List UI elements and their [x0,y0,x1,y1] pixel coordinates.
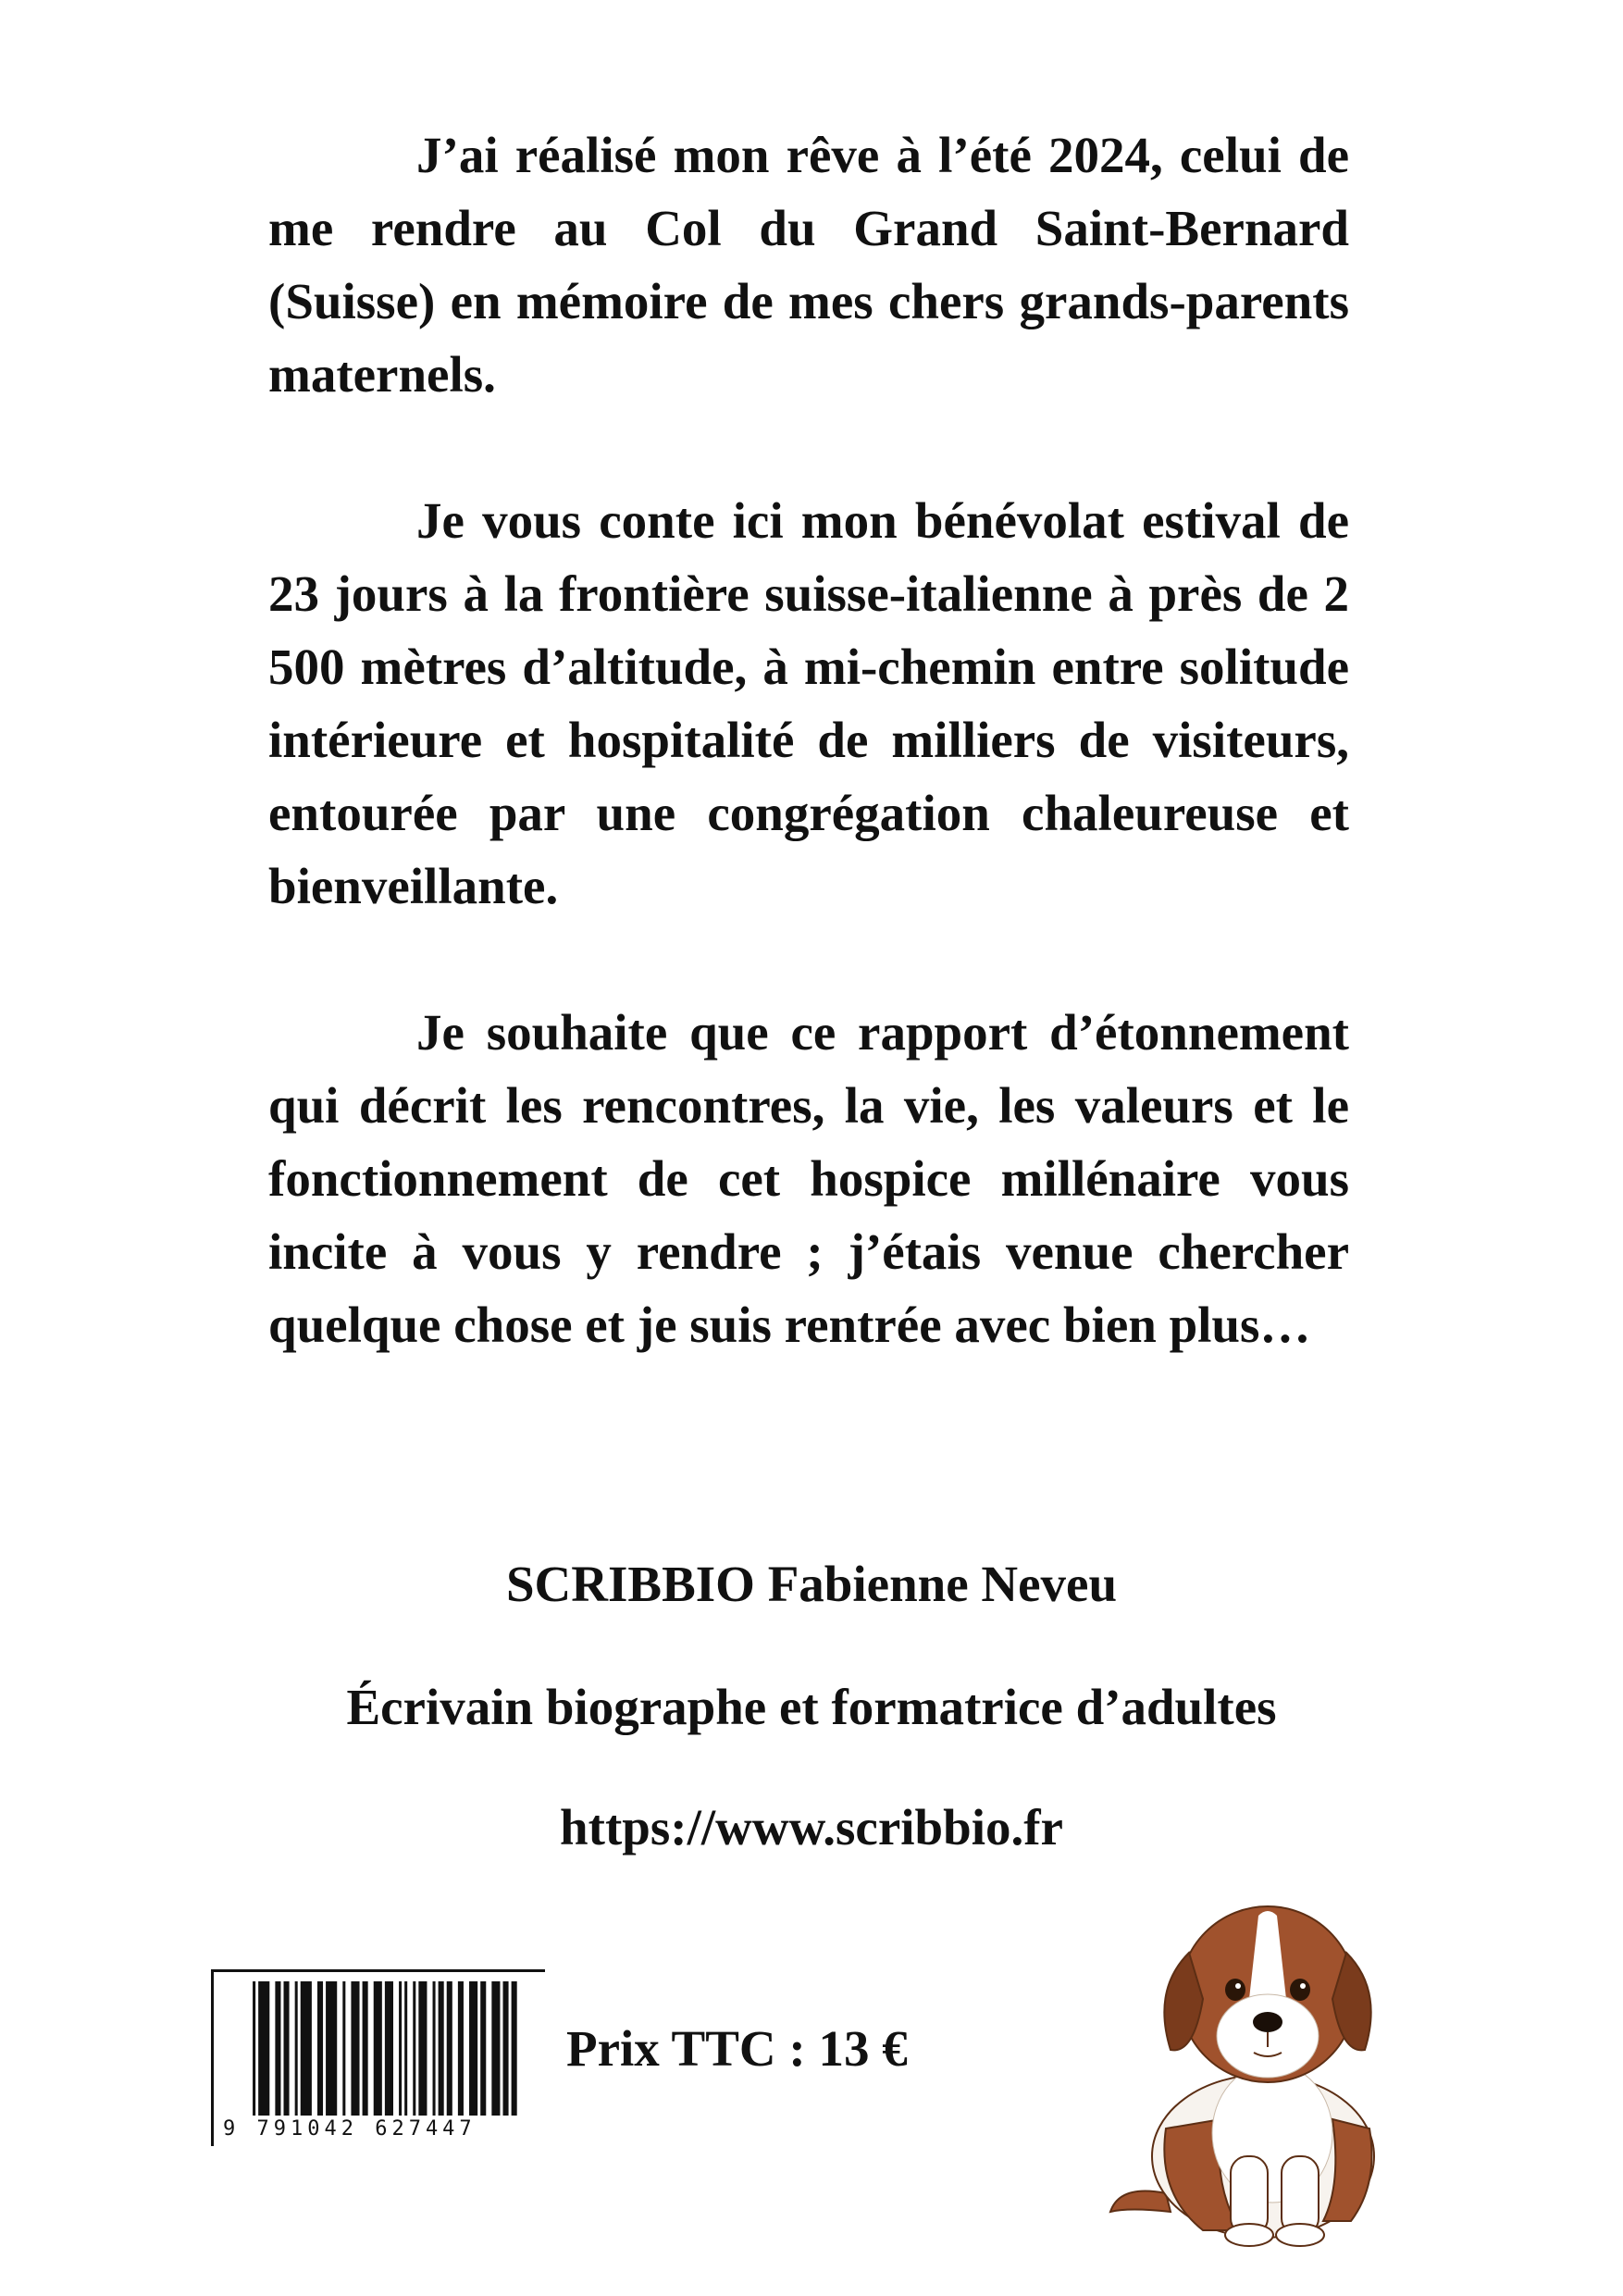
saint-bernard-puppy-icon [1101,1888,1406,2249]
barcode-bar [284,1981,290,2116]
barcode-bar [363,1981,368,2116]
barcode-bar [351,1981,359,2116]
book-blurb [268,118,1349,1434]
barcode-bar [439,1981,444,2116]
barcode-bar [512,1981,517,2116]
barcode-bar [418,1981,427,2116]
barcode-bar [458,1981,464,2116]
author-name: SCRIBBIO Fabienne Neveu [505,1556,1118,1612]
barcode-bar [258,1981,269,2116]
barcode-bar [491,1981,500,2116]
barcode-bars [247,1981,539,2116]
isbn-barcode [211,1969,545,2146]
blurb-paragraph-2: Je vous conte ici mon bénévolat estival de 23 jours à la frontière suisse-italienne à près de 2 500 mètres d’altitude, à mi-chemin entre solitude intérieure et hospitalité de milliers de visiteurs, entourée par une congrégation chaleureuse et bienveillante. [268,492,1349,914]
barcode-bar [404,1981,407,2116]
author-role: Écrivain biographe et formatrice d’adultes [346,1679,1277,1735]
barcode-bar [301,1981,312,2116]
barcode-bar [342,1981,345,2116]
barcode-bar [480,1981,486,2116]
price-label: Prix TTC : 13 € [566,2020,908,2077]
barcode-bar [469,1981,477,2116]
blurb-paragraph-3: Je souhaite que ce rapport d’étonnement qui décrit les rencontres, la vie, les valeurs et le fonctionnement de cet hospice millénaire vous incite à vous y rendre ; j’étais venue chercher quelque chose et je suis rentrée avec bien plus… [268,1004,1349,1353]
barcode-bar [447,1981,452,2116]
barcode-bar [399,1981,402,2116]
barcode-bar [374,1981,382,2116]
barcode-bar [275,1981,280,2116]
barcode-digits: 9 791042 627447 [223,2117,477,2141]
author-website-link[interactable]: https://www.scribbio.fr [560,1799,1063,1855]
barcode-bar [413,1981,415,2116]
blurb-paragraph-1: J’ai réalisé mon rêve à l’été 2024, celui de me rendre au Col du Grand Saint-Bernard (Suisse) en mémoire de mes chers grands-parents maternels. [268,127,1349,403]
barcode-bar [326,1981,337,2116]
barcode-bar [385,1981,393,2116]
barcode-bar [253,1981,255,2116]
barcode-bar [433,1981,436,2116]
barcode-bar [295,1981,298,2116]
barcode-bar [317,1981,323,2116]
barcode-bar [503,1981,509,2116]
